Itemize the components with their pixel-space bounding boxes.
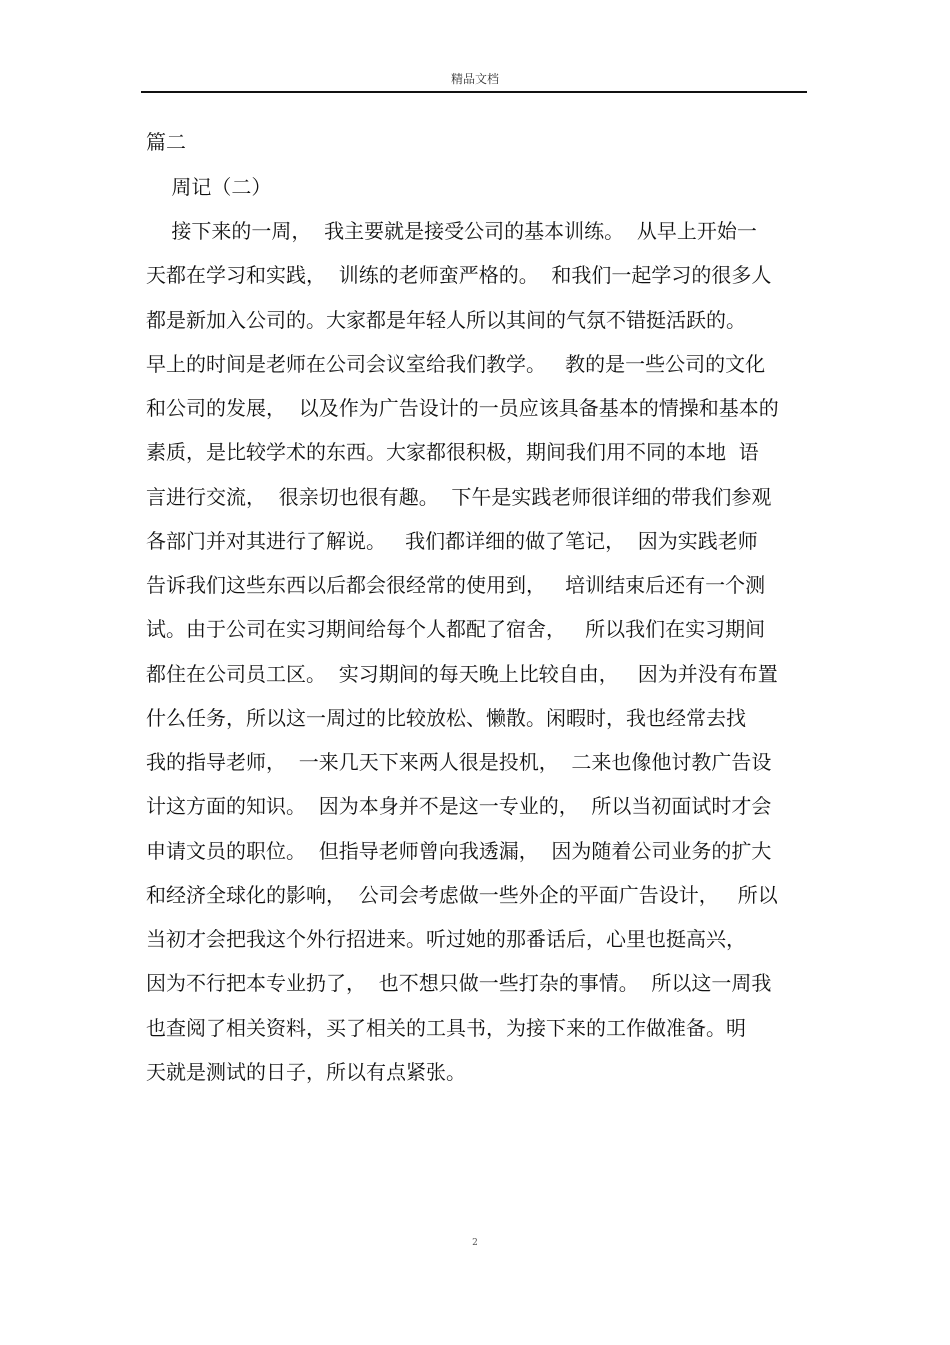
body-line: 因为不行把本专业扔了， 也不想只做一些打杂的事情。 所以这一周我 [146,971,772,995]
body-line: 接下来的一周， 我主要就是接受公司的基本训练。 从早上开始一 [146,219,757,243]
body-line: 计这方面的知识。 因为本身并不是这一专业的， 所以当初面试时才会 [146,794,772,818]
body-line: 各部门并对其进行了解说。 我们都详细的做了笔记， 因为实践老师 [146,529,758,553]
body-line: 言进行交流， 很亲切也很有趣。 下午是实践老师很详细的带我们参观 [146,485,772,509]
body-line: 天都在学习和实践， 训练的老师蛮严格的。 和我们一起学习的很多人 [146,263,772,287]
body-line: 都住在公司员工区。 实习期间的每天晚上比较自由， 因为并没有布置 [146,662,778,686]
body-line: 什么任务，所以这一周过的比较放松、懒散。闲暇时，我也经常去找 [146,706,746,730]
body-line: 和经济全球化的影响， 公司会考虑做一些外企的平面广告设计， 所以 [146,883,778,907]
body-line: 当初才会把我这个外行招进来。听过她的那番话后，心里也挺高兴， [146,927,746,951]
body-line: 和公司的发展， 以及作为广告设计的一员应该具备基本的情操和基本的 [146,396,779,420]
page-header-title: 精品文档 [450,72,499,86]
section-title: 篇二 [146,130,186,154]
page-number: 2 [472,1238,478,1248]
body-line: 都是新加入公司的。大家都是年轻人所以其间的气氛不错挺活跃的。 [146,308,746,332]
body-line: 试。由于公司在实习期间给每个人都配了宿舍， 所以我们在实习期间 [146,617,766,641]
header-divider [141,91,807,93]
body-line: 申请文员的职位。 但指导老师曾向我透漏， 因为随着公司业务的扩大 [146,839,772,863]
body-line: 我的指导老师， 一来几天下来两人很是投机， 二来也像他讨教广告设 [146,750,772,774]
body-line: 也查阅了相关资料，买了相关的工具书，为接下来的工作做准备。明 [146,1016,746,1040]
body-line: 天就是测试的日子，所以有点紧张。 [146,1060,466,1084]
body-line: 告诉我们这些东西以后都会很经常的使用到， 培训结束后还有一个测 [146,573,766,597]
body-line: 早上的时间是老师在公司会议室给我们教学。 教的是一些公司的文化 [146,352,766,376]
body-line-weekly-title: 周记（二） [146,175,272,199]
body-line: 素质，是比较学术的东西。大家都很积极，期间我们用不同的本地 语 [146,440,759,464]
